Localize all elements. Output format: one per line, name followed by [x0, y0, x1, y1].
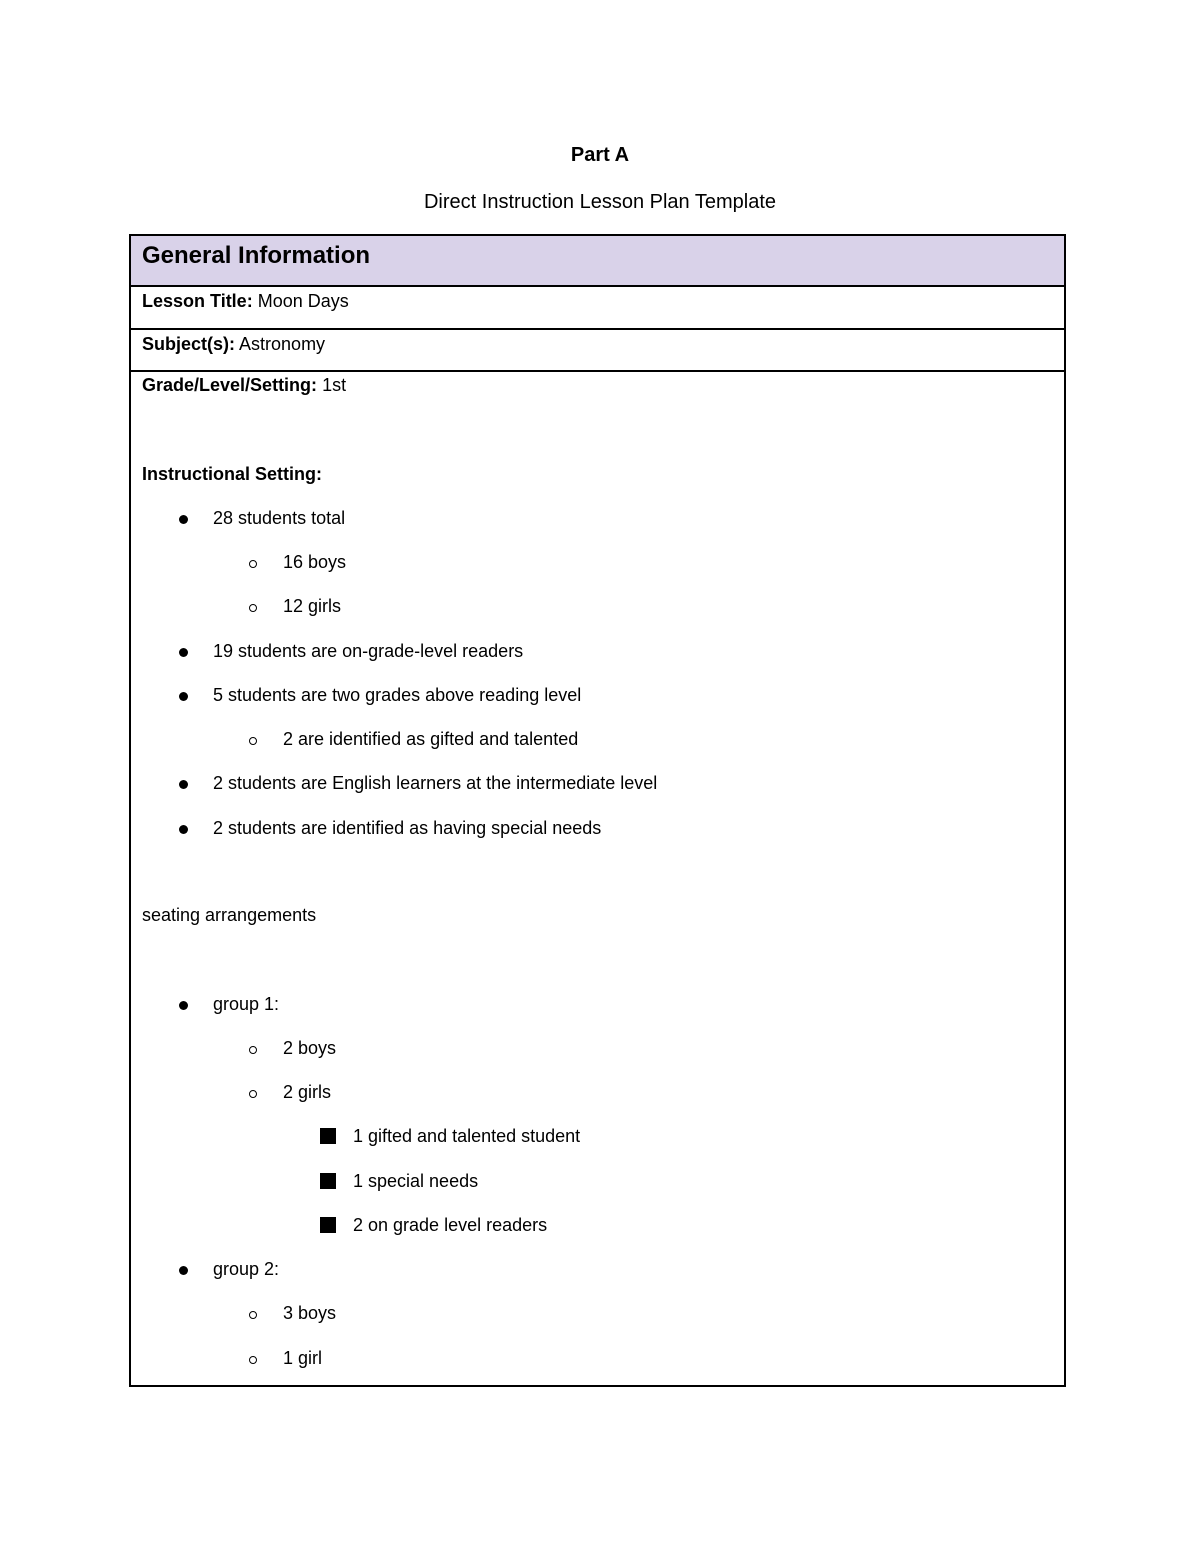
list-item: 1 girl	[283, 1348, 323, 1368]
subjects-label: Subject(s):	[142, 334, 236, 354]
list-item: 2 students are identified as having special needs	[213, 818, 602, 838]
document-title: Direct Instruction Lesson Plan Template	[423, 191, 777, 213]
disc-bullet-icon	[179, 692, 188, 701]
disc-bullet-icon	[179, 1266, 188, 1275]
lesson-title-label: Lesson Title:	[142, 291, 253, 311]
disc-bullet-icon	[179, 515, 188, 524]
subjects-value: Astronomy	[239, 334, 326, 354]
table-header-row	[131, 236, 1064, 287]
list-item: group 2:	[213, 1259, 280, 1279]
grade-label: Grade/Level/Setting:	[142, 375, 318, 395]
grade-value: 1st	[322, 375, 347, 395]
square-bullet-icon	[320, 1173, 336, 1189]
circle-bullet-icon	[249, 1311, 257, 1319]
grade-setting-row	[131, 372, 1064, 1385]
list-item: 16 boys	[283, 552, 347, 572]
list-item: 19 students are on-grade-level readers	[213, 641, 524, 661]
list-item: group 1:	[213, 994, 280, 1014]
lesson-title-value: Moon Days	[257, 291, 349, 311]
circle-bullet-icon	[249, 604, 257, 612]
circle-bullet-icon	[249, 1090, 257, 1098]
disc-bullet-icon	[179, 825, 188, 834]
square-bullet-icon	[320, 1217, 336, 1233]
circle-bullet-icon	[249, 1356, 257, 1364]
list-item: 12 girls	[283, 596, 342, 616]
disc-bullet-icon	[179, 648, 188, 657]
subjects-row	[131, 330, 1064, 372]
disc-bullet-icon	[179, 1001, 188, 1010]
part-title: Part A	[570, 144, 630, 166]
circle-bullet-icon	[249, 560, 257, 568]
general-information-table	[129, 234, 1066, 1387]
lesson-title-row	[131, 287, 1064, 330]
list-item: 2 boys	[283, 1038, 337, 1058]
list-item: 2 are identified as gifted and talented	[283, 729, 579, 749]
seating-arrangements-label: seating arrangements	[142, 905, 317, 925]
square-bullet-icon	[320, 1128, 336, 1144]
list-item: 2 students are English learners at the intermediate level	[213, 773, 658, 793]
list-item: 1 gifted and talented student	[353, 1126, 581, 1146]
list-item: 28 students total	[213, 508, 346, 528]
disc-bullet-icon	[179, 780, 188, 789]
list-item: 3 boys	[283, 1303, 337, 1323]
circle-bullet-icon	[249, 1046, 257, 1054]
list-item: 1 special needs	[353, 1171, 479, 1191]
list-item: 2 girls	[283, 1082, 332, 1102]
list-item: 5 students are two grades above reading level	[213, 685, 582, 705]
general-information-heading: General Information	[142, 242, 371, 269]
circle-bullet-icon	[249, 737, 257, 745]
list-item: 2 on grade level readers	[353, 1215, 548, 1235]
instructional-setting-label: Instructional Setting:	[142, 464, 322, 484]
